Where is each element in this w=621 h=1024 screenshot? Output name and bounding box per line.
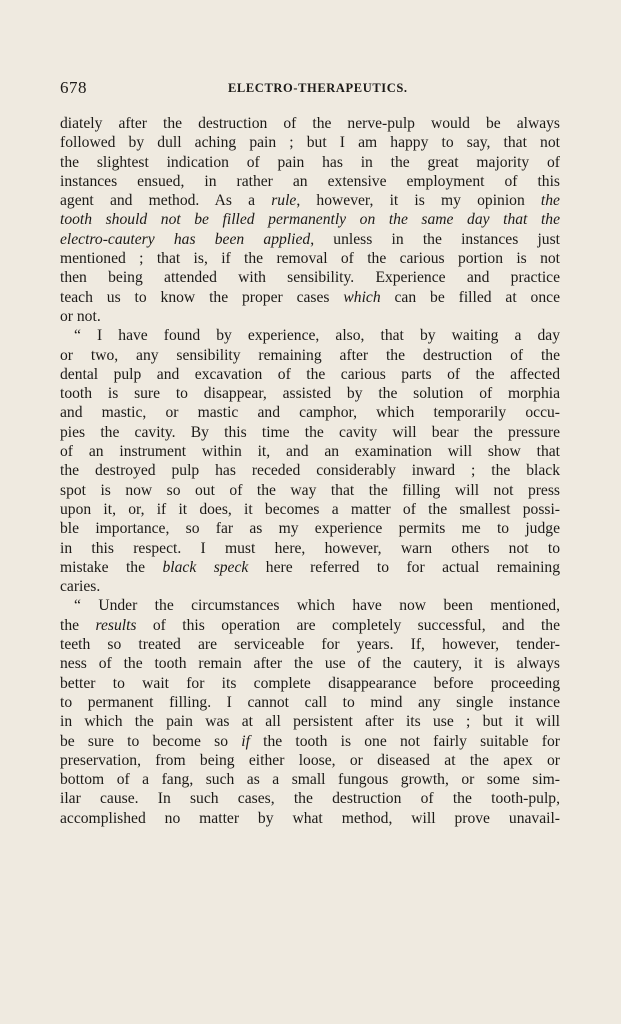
- text-line: diately after the destruction of the nerve-pulp would be always: [60, 115, 560, 132]
- emphasis-text: the: [540, 192, 560, 210]
- emphasis-text: tooth should not be filled permanently on the same day that the: [60, 211, 560, 229]
- text-line: or two, any sensibility remaining after the destruction of the: [60, 346, 560, 364]
- emphasis-text: results: [95, 616, 137, 634]
- text-line: the results of this operation are completely successful, and the: [60, 616, 561, 634]
- text-line: ness of the tooth remain after the use of the cautery, it is always: [60, 655, 560, 673]
- text-line: the slightest indication of pain has in the great majority of: [60, 153, 560, 171]
- text-line: “ I have found by experience, also, that by waiting a day: [74, 327, 560, 345]
- page-number: 678: [60, 78, 87, 97]
- text-line: [60, 210, 560, 229]
- text-line: or not.: [60, 307, 101, 325]
- text-line: better to wait for its complete disappearance before proceeding: [60, 674, 560, 692]
- emphasis-text: black speck: [162, 558, 249, 576]
- text-line: dental pulp and excavation of the carious parts of the affected: [60, 365, 560, 383]
- emphasis-text: rule: [271, 192, 297, 210]
- text-line: spot is now so out of the way that the filling will not press: [60, 481, 560, 499]
- text-line: upon it, or, if it does, it becomes a matter of the smallest possi-: [60, 500, 560, 518]
- text-line: tooth is sure to disappear, assisted by the solution of morphia: [60, 385, 560, 403]
- running-head: ELECTRO-THERAPEUTICS.: [228, 81, 408, 95]
- text-line: bottom of a fang, such as a small fungous growth, or some sim-: [60, 771, 560, 789]
- text-line: in this respect. I must here, however, warn others not to: [60, 539, 560, 557]
- text-line: mistake the black speck here referred to for actual remaining: [60, 558, 560, 576]
- page-header: [60, 78, 560, 98]
- text-line: be sure to become so if the tooth is one not fairly suitable for: [60, 732, 560, 750]
- text-line: and mastic, or mastic and camphor, which temporarily occu-: [60, 404, 560, 422]
- body-text: [60, 114, 560, 828]
- text-line: to permanent filling. I cannot call to mind any single instance: [60, 693, 560, 711]
- text-line: accomplished no matter by what method, will prove unavail-: [60, 809, 560, 827]
- text-line: of an instrument within it, and an examination will show that: [60, 443, 560, 461]
- text-line: teeth so treated are serviceable for years. If, however, tender-: [60, 636, 560, 654]
- emphasis-text: electro-cautery has been applied: [60, 230, 311, 248]
- text-line: ble importance, so far as my experience permits me to judge: [60, 520, 560, 538]
- text-line: pies the cavity. By this time the cavity will bear the pressure: [60, 423, 560, 441]
- text-line: followed by dull aching pain ; but I am happy to say, that not: [60, 134, 560, 152]
- text-line: teach us to know the proper cases which can be filled at once: [60, 288, 560, 306]
- text-line: then being attended with sensibility. Experience and practice: [60, 269, 560, 287]
- text-line: instances ensued, in rather an extensive employment of this: [60, 172, 560, 190]
- emphasis-text: which: [343, 288, 381, 306]
- text-line: in which the pain was at all persistent after its use ; but it will: [60, 713, 560, 731]
- text-line: agent and method. As a rule, however, it is my opinion the: [60, 192, 560, 210]
- text-line: ilar cause. In such cases, the destruction of the tooth-pulp,: [60, 790, 560, 808]
- text-line: the destroyed pulp has receded considerably inward ; the black: [60, 462, 560, 480]
- text-line: preservation, from being either loose, or diseased at the apex or: [60, 751, 560, 769]
- text-line: “ Under the circumstances which have now been mentioned,: [74, 597, 560, 615]
- text-line: caries.: [60, 578, 101, 596]
- emphasis-text: if: [228, 732, 264, 750]
- text-line: electro-cautery has been applied, unless in the instances just: [60, 230, 561, 248]
- text-line: mentioned ; that is, if the removal of the carious portion is not: [60, 250, 560, 268]
